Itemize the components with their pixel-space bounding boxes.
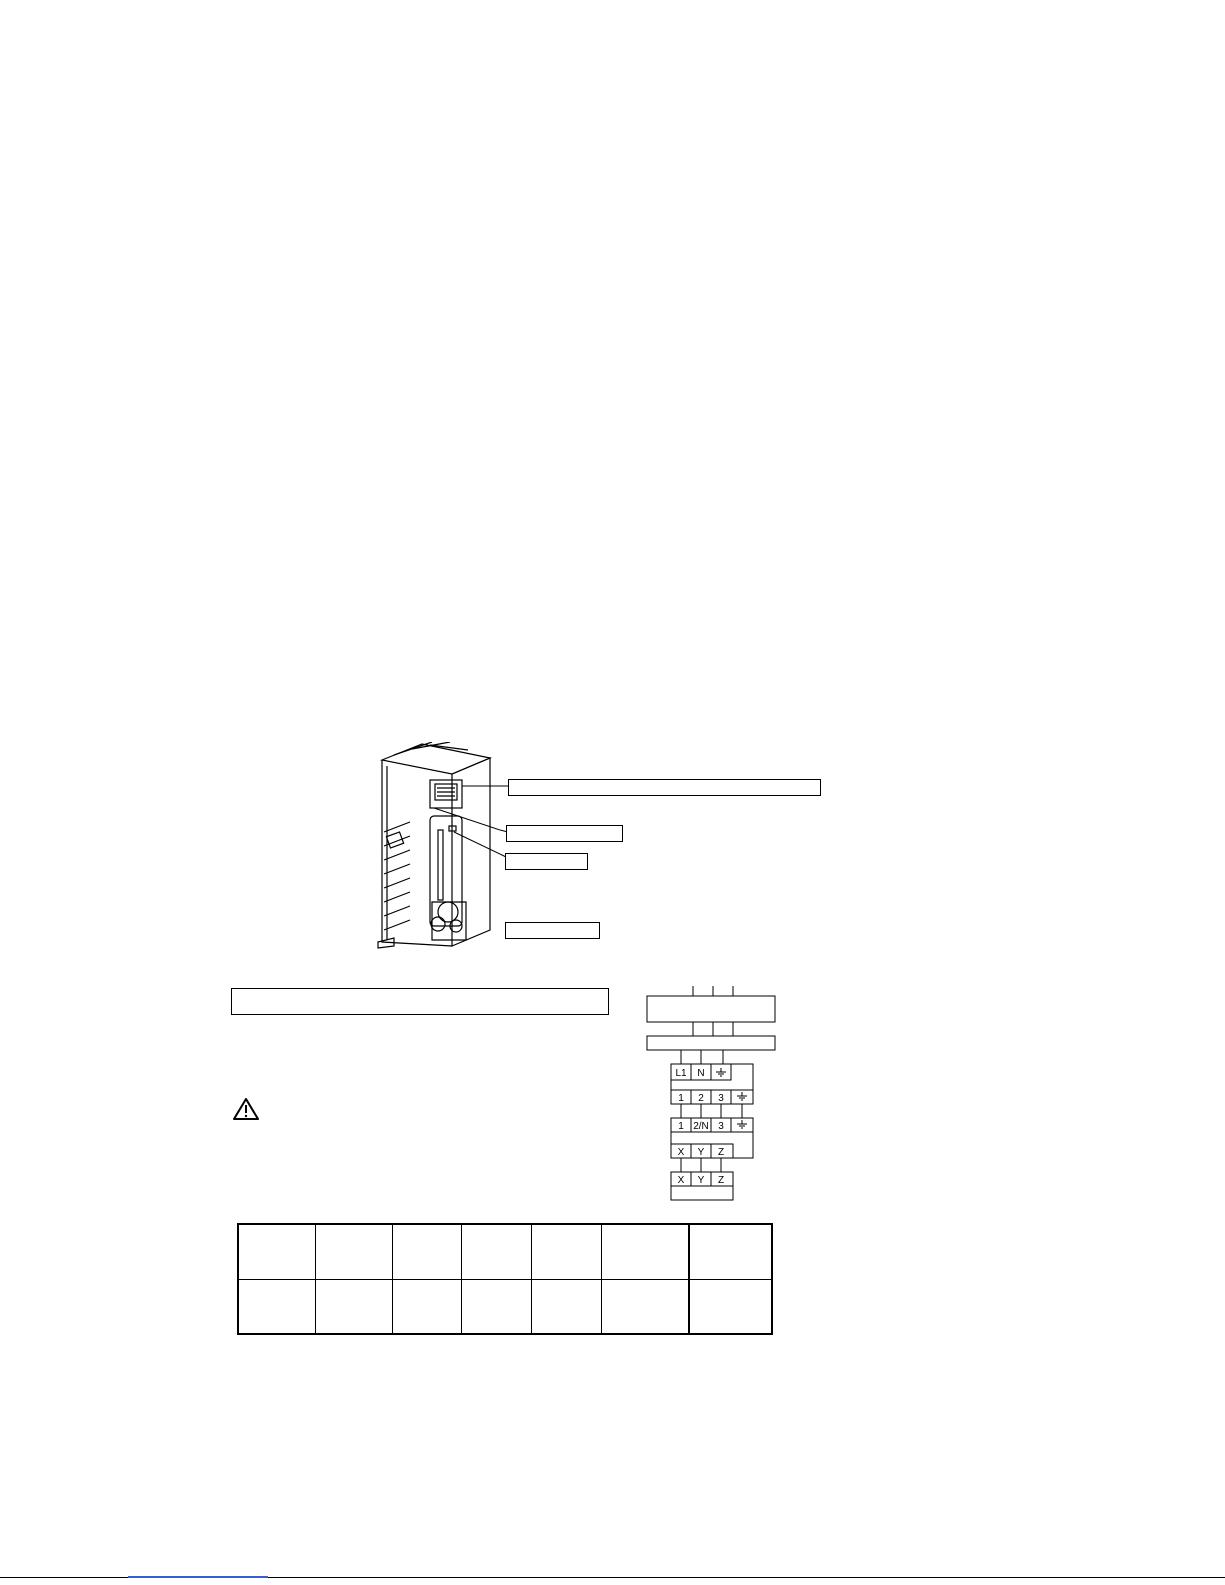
warning-triangle-icon (232, 1097, 260, 1121)
table-col-divider (315, 1225, 316, 1333)
outdoor-unit-illustration (372, 742, 500, 952)
terminal-label: Y (697, 1175, 705, 1186)
callout-valves (505, 922, 600, 939)
terminal-label: Z (717, 1147, 725, 1158)
terminal-label: 3 (718, 1121, 724, 1132)
terminal-label: 1 (678, 1093, 684, 1104)
section-heading-box (231, 988, 609, 1015)
table-row-divider (239, 1279, 771, 1280)
terminal-label: 2/N (693, 1121, 709, 1132)
terminal-label: 3 (718, 1093, 724, 1104)
callout-terminal-block (508, 779, 821, 796)
table-col-divider (688, 1225, 690, 1333)
terminal-label: N (697, 1068, 705, 1079)
table-col-divider (601, 1225, 602, 1333)
terminal-label: Z (717, 1175, 725, 1186)
terminal-label: X (677, 1175, 685, 1186)
spec-table (237, 1223, 773, 1335)
terminal-label: 1 (678, 1121, 684, 1132)
footer-link[interactable] (128, 1576, 268, 1578)
terminal-label: X (677, 1147, 685, 1158)
table-col-divider (461, 1225, 462, 1333)
callout-cable-clamp (506, 825, 623, 842)
callout-cover (505, 853, 588, 870)
terminal-label: L1 (675, 1068, 687, 1079)
wiring-diagram (645, 984, 785, 1204)
terminal-label: 2 (698, 1093, 704, 1104)
table-col-divider (531, 1225, 532, 1333)
table-col-divider (392, 1225, 393, 1333)
terminal-label: Y (697, 1147, 705, 1158)
